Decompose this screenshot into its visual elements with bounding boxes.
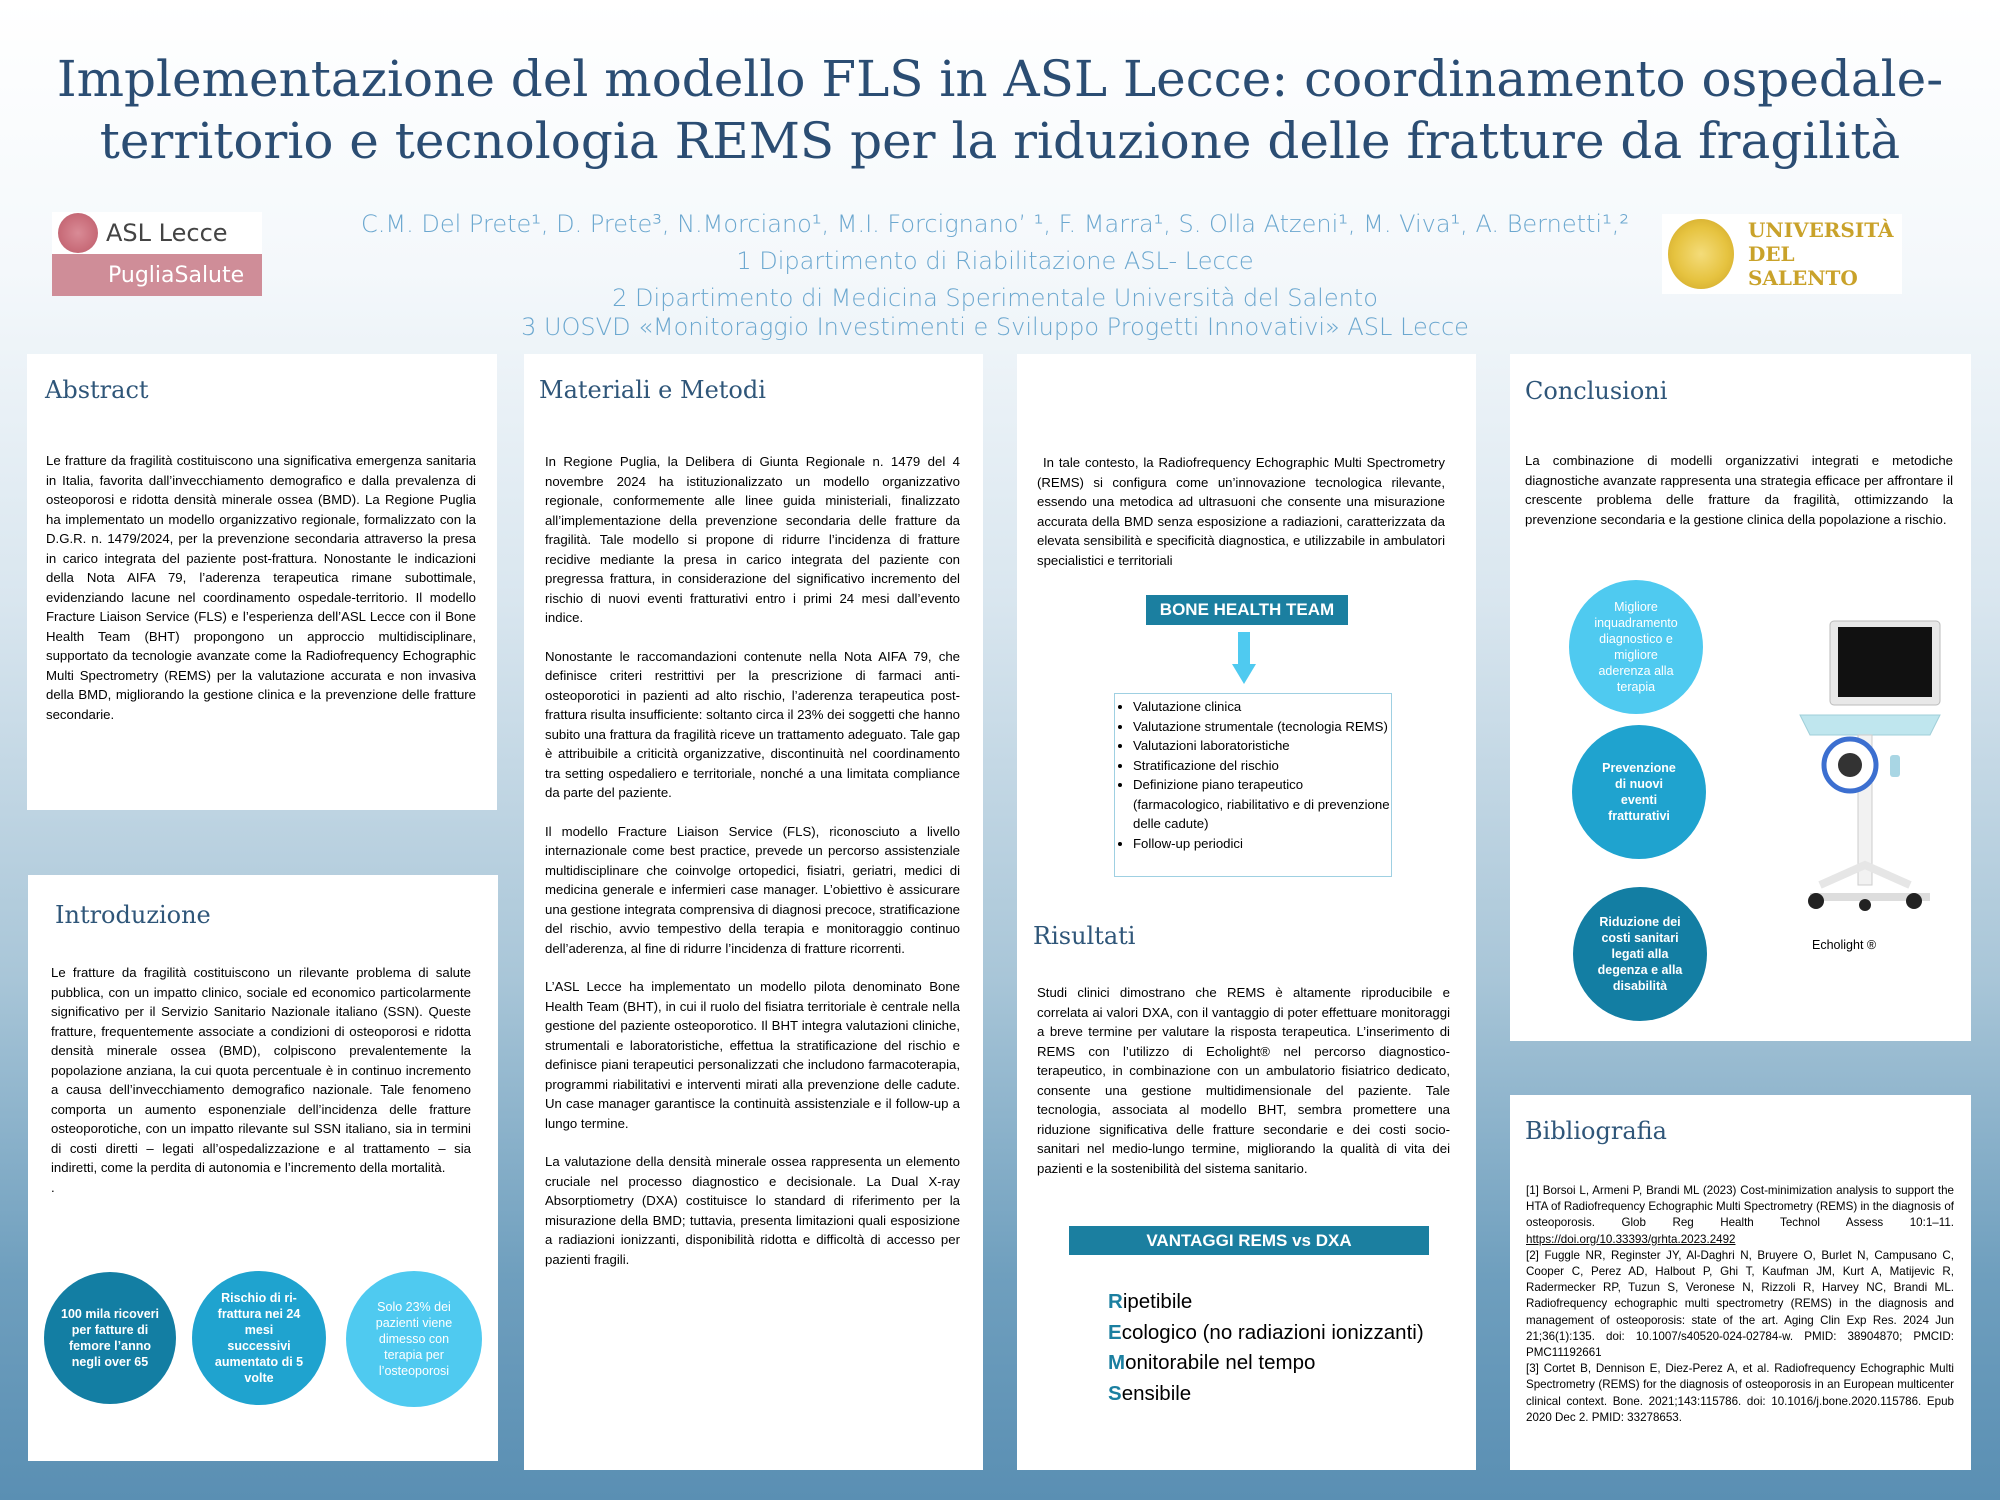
introduzione-heading: Introduzione — [55, 901, 211, 929]
vantaggi-rems-header: VANTAGGI REMS vs DXA — [1069, 1226, 1429, 1255]
author-names: C.M. Del Prete¹, D. Prete³, N.Morciano¹, M.I. Forcignano’ ¹, F. Marra¹, S. Olla Atzeni¹, M. Viva¹, A. Bernetti¹,² — [361, 210, 1629, 238]
echolight-caption: Echolight ® — [1812, 938, 1877, 952]
asl-logo-text: ASL Lecce — [106, 219, 228, 247]
bht-list-item: • Valutazione strumentale (tecnologia REMS) — [1133, 717, 1391, 737]
bone-health-team-header: BONE HEALTH TEAM — [1146, 595, 1348, 625]
authors-block — [300, 206, 1690, 346]
bht-list-item: • Definizione piano terapeutico (farmacologico, riabilitativo e di prevenzione delle cadute) — [1133, 775, 1391, 834]
introduzione-dot: . — [51, 1179, 55, 1195]
rems-intro-text: In tale contesto, la Radiofrequency Echographic Multi Spectrometry (REMS) si configura come un’innovazione tecnologica rilevante, essendo una metodica ad ultrasuoni che consente una misurazione accurata della BMD senza esposizione a radiazioni, caratterizzata da elevata sensibilità e specificità diagnostica, e utilizzabile in ambulatori specialistici e territoriali — [1037, 455, 1445, 568]
bone-health-team-list — [1114, 693, 1392, 877]
stat-circle-ricoveri: 100 mila ricoveri per fatture di femore l’anno negli over 65 — [44, 1272, 176, 1404]
reference-item: [2] Fuggle NR, Reginster JY, Al-Daghri N, Bruyere O, Burlet N, Campusano C, Cooper C, Perez AD, Halbout P, Ghi T, Kaufman JM, Kurt A, Matijevic R, Radermecker RP, Tuzun S, Veronese N, Rizzoli R, Harvey NC, Brandi ML. Radiofrequency echographic multi spectrometry (REMS) in the diagnosis and management of osteoporosis: state of the art. Aging Clin Exp Res. 2024 Jun 21;36(1):135. doi: 10.1007/s40520-024-02784-w. PMID: 38904870; PMCID: PMC11192661 — [1526, 1248, 1954, 1360]
title-line-1: Implementazione del modello FLS in ASL Lecce: coordinamento ospedale- — [56, 50, 1944, 108]
materiali-text — [545, 452, 960, 1288]
asl-lecce-logo — [52, 212, 262, 296]
affiliation-2: 2 Dipartimento di Medicina Sperimentale Università del Salento — [612, 284, 1378, 312]
materiali-paragraph: In Regione Puglia, la Delibera di Giunta Regionale n. 1479 del 4 novembre 2024 ha istituzionalizzato un modello organizzativo regionale, conformemente alle linee guida ministeriali, finalizzato all’implementazione della prevenzione secondaria delle fratture da fragilità. Tale modello si propone di ridurre l’incidenza di fratture recidive mediante la presa in carico integrata del paziente con pregressa frattura, in considerazione del significativo incremento del rischio di nuovi eventi fratturativi entro i primi 24 mesi dall’evento indice. — [545, 454, 960, 625]
stat-circle-rischio: Rischio di ri-frattura nei 24 mesi successivi aumentato di 5 volte — [192, 1271, 326, 1405]
reference-item: [3] Cortet B, Dennison E, Diez-Perez A, et al. Radiofrequency Echographic Multi Spectrometry (REMS) for the diagnosis of osteoporosis in an European multicenter clinical context. Bone. 2021;143:115786. doi: 10.1016/j.bone.2020.115786. Epub 2020 Dec 2. PMID: 33278653. — [1526, 1362, 1954, 1424]
echolight-device-image — [1790, 615, 1960, 915]
down-arrow-icon — [1232, 632, 1256, 684]
bht-list-item: • Valutazioni laboratoristiche — [1133, 736, 1391, 756]
materiali-heading: Materiali e Metodi — [539, 376, 766, 404]
benefit-circle-costi: Riduzione dei costi sanitari legati alla degenza e alla disabilità — [1573, 887, 1707, 1021]
reference-item: [1] Borsoi L, Armeni P, Brandi ML (2023) Cost-minimization analysis to support the HTA of Radiofrequency Echographic Multi Spectrometry (REMS) in the diagnosis of osteoporosis. Glob Reg Health Technol Assess 10:1–11. https://doi.org/10.33393/grhta.2023.2492 — [1526, 1184, 1954, 1246]
doi-link[interactable]: https://doi.org/10.33393/grhta.2023.2492 — [1526, 1232, 1736, 1246]
bibliography-list — [1526, 1183, 1954, 1426]
affiliation-3: 3 UOSVD «Monitoraggio Investimenti e Sviluppo Progetti Innovativi» ASL Lecce — [521, 313, 1469, 341]
introduzione-body: Le fratture da fragilità costituiscono un rilevante problema di salute pubblica, con un impatto clinico, sociale ed economico particolarmente significativo per il Servizio Sanitario Nazionale italiano (SSN). Queste fratture, frequentemente associate a condizioni di osteoporosi e ridotta densità minerale ossea (BMD), colpiscono prevalentemente la popolazione anziana, la cui quota percentuale è in continuo incremento a causa dell’invecchiamento demografico nazionale. Tale fenomeno comporta un aumento esponenziale dell’incidenza delle fratture osteoporotiche, con un impatto rilevante sul SSN italiano, sia in termini di costi diretti – legati all’ospedalizzazione e al trattamento – sia indiretti, come la perdita di autonomia e l’incremento della mortalità. — [51, 965, 471, 1175]
abstract-heading: Abstract — [45, 376, 149, 404]
materiali-paragraph: Nonostante le raccomandazioni contenute nella Nota AIFA 79, che definisce criteri restrittivi per la prescrizione di farmaci anti-osteoporotici in pazienti ad alto rischio, l’aderenza terapeutica post-frattura risulta insufficiente: soltanto circa il 23% dei soggetti che hanno subito una frattura da fragilità riceve un trattamento adeguato. Tale gap è attribuibile a criticità organizzative, discontinuità nel coordinamento tra setting ospedaliero e territoriale, nonché a una limitata compliance da parte del paziente. — [545, 648, 960, 800]
bht-list-item: • Stratificazione del rischio — [1133, 756, 1391, 776]
risultati-heading: Risultati — [1033, 922, 1136, 950]
conclusioni-heading: Conclusioni — [1525, 377, 1668, 405]
risultati-text: Studi clinici dimostrano che REMS è altamente riproducibile e correlata ai valori DXA, con il vantaggio di poter effettuare monitoraggi a breve termine per valutare la risposta terapeutica. L’inserimento di REMS con l’utilizzo di Echolight® nel percorso diagnostico-terapeutico, in combinazione con un ambulatorio fisiatrico dedicato, consente una gestione multidimensionale del paziente. Tale tecnologia, associata al modello BHT, sembra promettere una riduzione significativa delle fratture secondarie e dei costi socio-sanitari nel medio-lungo termine, migliorando la qualità di vita dei pazienti e la sostenibilità del sistema sanitario. — [1037, 985, 1450, 1176]
materiali-paragraph: Il modello Fracture Liaison Service (FLS), riconosciuto a livello internazionale come best practice, prevede un percorso assistenziale multidisciplinare che coinvolge ortopedici, fisiatri, geriatri, medici di medicina generale e infermieri case manager. L’obiettivo è assicurare una gestione integrata comprensiva di diagnosi precoce, stratificazione del rischio, avvio tempestivo della terapia e monitoraggio continuo dell’aderenza, al fine di ridurre l’incidenza di fratture ricorrenti. — [545, 823, 960, 956]
stat-circle-terapia: Solo 23% dei pazienti viene dimesso con terapia per l’osteoporosi — [346, 1271, 482, 1407]
unisalento-logo — [1662, 214, 1902, 294]
poster-title — [0, 48, 2000, 172]
rems-acronym-list — [1108, 1287, 1424, 1409]
rems-item-m: Monitorabile nel tempo — [1108, 1351, 1316, 1374]
rems-item-r: Ripetibile — [1108, 1290, 1193, 1313]
introduzione-text — [51, 963, 471, 1197]
materiali-paragraph: L’ASL Lecce ha implementato un modello pilota denominato Bone Health Team (BHT), in cui il ruolo del fisiatra territoriale è centrale nella gestione del paziente osteoporotico. Il BHT integra valutazioni cliniche, strumentali e laboratoristiche, effettua la stratificazione del rischio e definisce piani terapeutici personalizzati che includono farmacoterapia, programmi riabilitativi e interventi mirati alla prevenzione delle cadute. Un case manager garantisce la continuità assistenziale e il follow-up a lungo termine. — [545, 979, 960, 1131]
affiliation-1: 1 Dipartimento di Riabilitazione ASL- Lecce — [736, 247, 1254, 275]
tree-icon — [58, 213, 98, 253]
title-line-2: territorio e tecnologia REMS per la riduzione delle fratture da fragilità — [99, 112, 1901, 170]
benefit-circle-prevenzione: Prevenzione di nuovi eventi fratturativi — [1572, 725, 1706, 859]
puglia-salute-text: PugliaSalute — [52, 254, 262, 296]
uni-name-line2: DEL SALENTO — [1747, 242, 1858, 290]
rems-item-s: Sensibile — [1108, 1381, 1192, 1405]
materiali-paragraph: La valutazione della densità minerale ossea rappresenta un elemento cruciale nel processo diagnostico e decisionale. La Dual X-ray Absorptiometry (DXA) costituisce lo standard di riferimento per la misurazione della BMD; tuttavia, presenta limitazioni quali esposizione a radiazioni ionizzanti, disponibilità ridotta e difficoltà di accesso per pazienti fragili. — [545, 1154, 960, 1267]
conclusioni-text: La combinazione di modelli organizzativi integrati e metodiche diagnostiche avanzate rappresenta una strategia efficace per affrontare il crescente problema delle fratture da fragilità, ottimizzando la prevenzione secondaria e la gestione clinica della popolazione a rischio. — [1525, 453, 1953, 527]
bht-list-item: • Follow-up periodici — [1133, 834, 1391, 854]
abstract-text: Le fratture da fragilità costituiscono una significativa emergenza sanitaria in Italia, favorita dall’invecchiamento demografico e dalla prevalenza di osteoporosi e ridotta densità minerale ossea (BMD). La Regione Puglia ha implementato un modello organizzativo regionale, formalizzato con la D.G.R. n. 1479/2024, per la prevenzione secondaria attraverso la presa in carico integrata del paziente post-frattura. Nonostante le indicazioni della Nota AIFA 79, l’aderenza terapeutica rimane subottimale, evidenziando lacune nel coordinamento ospedale-territorio. Il modello Fracture Liaison Service (FLS) e l’esperienza dell’ASL Lecce con il Bone Health Team (BHT) propongono un approccio multidisciplinare, supportato da tecnologie avanzate come la Radiofrequency Echographic Multi Spectrometry (REMS) per la valutazione accurata e non invasiva della BMD, migliorando la gestione clinica e la prevenzione delle fratture secondarie. — [46, 453, 476, 722]
bht-list-item: • Valutazione clinica — [1133, 697, 1391, 717]
uni-name-line1: UNIVERSITÀ — [1747, 218, 1894, 242]
benefit-circle-diagnosi: Migliore inquadramento diagnostico e migliore aderenza alla terapia — [1569, 580, 1703, 714]
bibliografia-heading: Bibliografia — [1525, 1117, 1667, 1145]
rems-item-e: Ecologico (no radiazioni ionizzanti) — [1108, 1320, 1424, 1344]
